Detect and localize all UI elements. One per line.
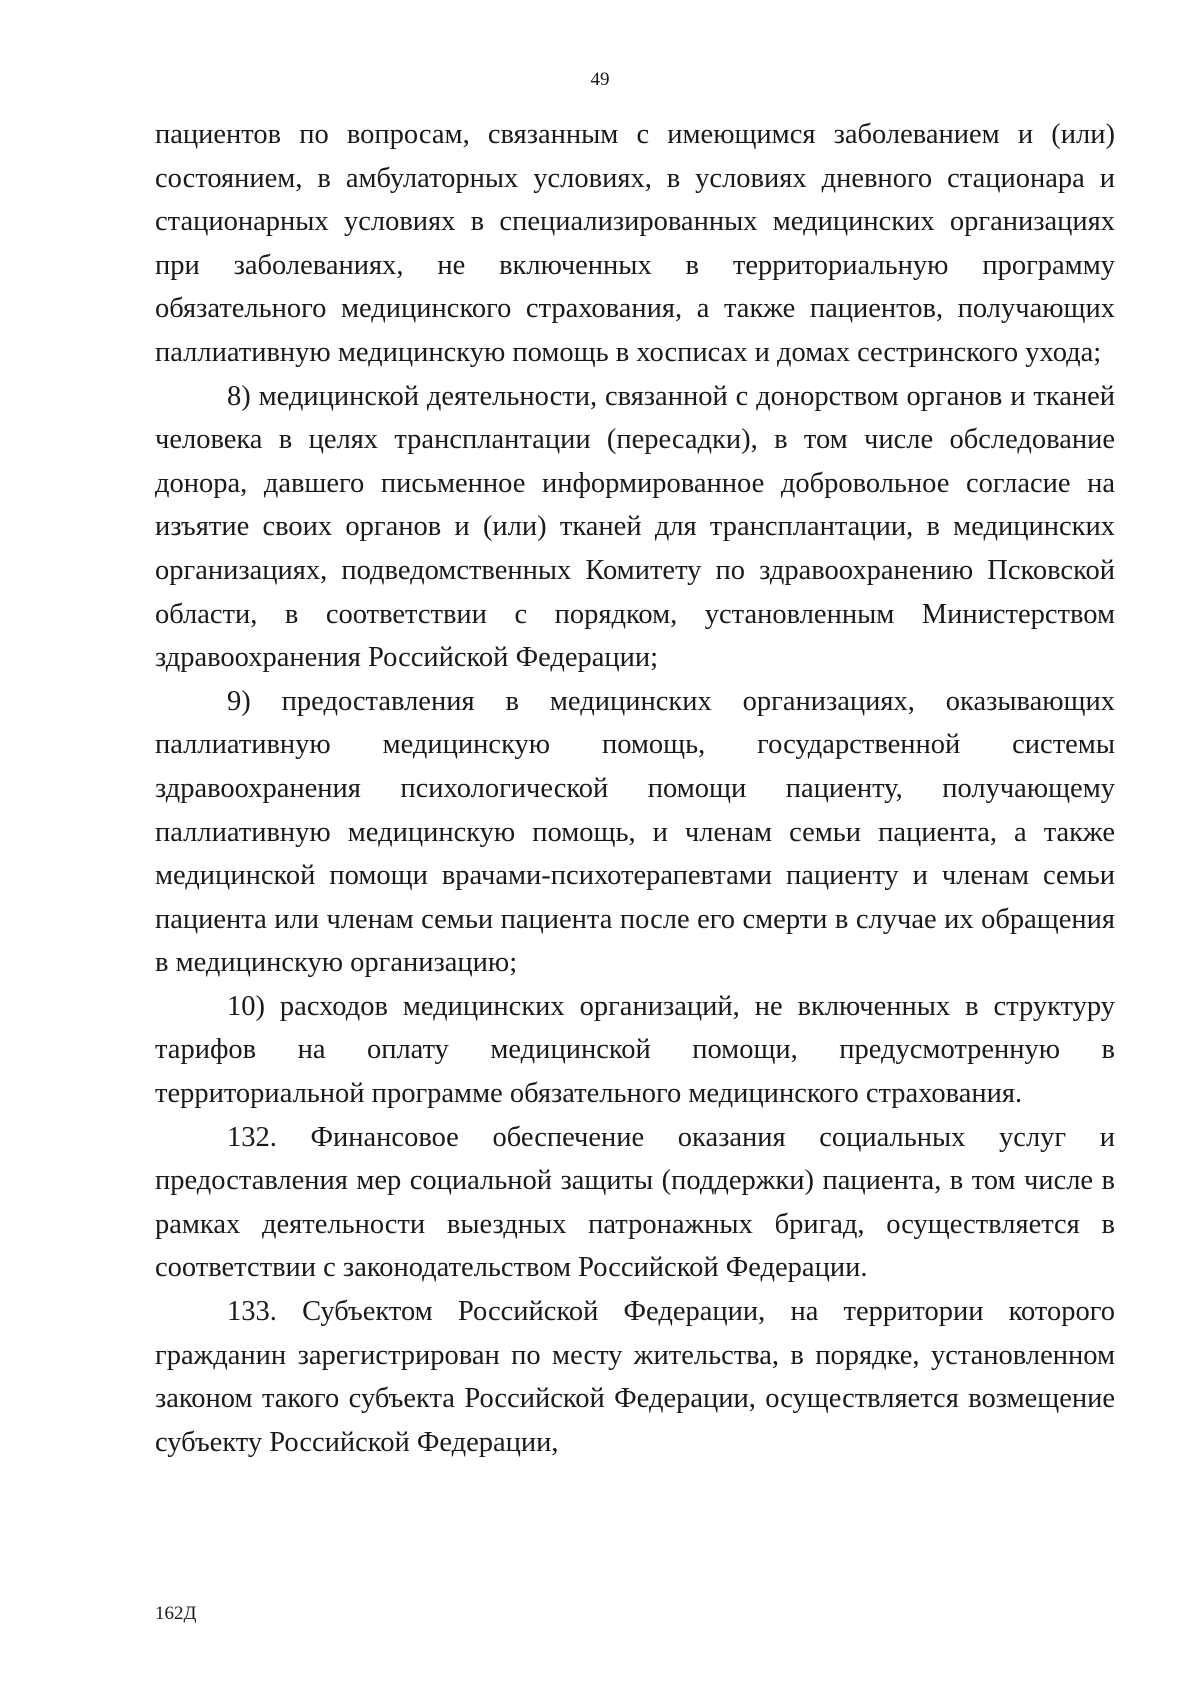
- paragraph-clause-133: 133. Субъектом Российской Федерации, на территории которого гражданин зарегистрирован по месту жительства, в порядке, установленном законом такого субъекта Российской Федерации, осуществляется возмещение субъекту Российской Федерации,: [155, 1296, 1115, 1458]
- paragraph-item-8: 8) медицинской деятельности, связанной с донорством органов и тканей человека в целях трансплантации (пересадки), в том числе обследование донора, давшего письменное информированное добровольное согласие на изъятие своих органов и (или) тканей для трансплантации, в медицинских организациях, подведомственных Комитету по здравоохранению Псковской области, в соответствии с порядком, установленным Министерством здравоохранения Российской Федерации;: [155, 380, 1115, 674]
- paragraph-item-10: 10) расходов медицинских организаций, не включенных в структуру тарифов на оплату медицинской помощи, предусмотренную в территориальной программе обязательного медицинского страхования.: [155, 990, 1115, 1110]
- paragraph-item-9: 9) предоставления в медицинских организациях, оказывающих паллиативную медицинскую помощь, государственной системы здравоохранения психологической помощи пациенту, получающему паллиативную медицинскую помощь, и членам семьи пациента, а также медицинской помощи врачами-психотерапевтами пациенту и членам семьи пациента или членам семьи пациента после его смерти в случае их обращения в медицинскую организацию;: [155, 685, 1115, 979]
- paragraph-clause-132: 132. Финансовое обеспечение оказания социальных услуг и предоставления мер социальной защиты (поддержки) пациента, в том числе в рамках деятельности выездных патронажных бригад, осуществляется в соответствии с законодательством Российской Федерации.: [155, 1121, 1115, 1284]
- page-number: 49: [590, 69, 610, 90]
- document-body: [155, 113, 1115, 1464]
- document-code: 162Д: [155, 1603, 197, 1624]
- paragraph-continuation: пациентов по вопросам, связанным с имеющимся заболеванием и (или) состоянием, в амбулаторных условиях, в условиях дневного стационара и стационарных условиях в специализированных медицинских организациях при заболеваниях, не включенных в территориальную программу обязательного медицинского страхования, а также пациентов, получающих паллиативную медицинскую помощь в хосписах и домах сестринского ухода;: [155, 119, 1115, 368]
